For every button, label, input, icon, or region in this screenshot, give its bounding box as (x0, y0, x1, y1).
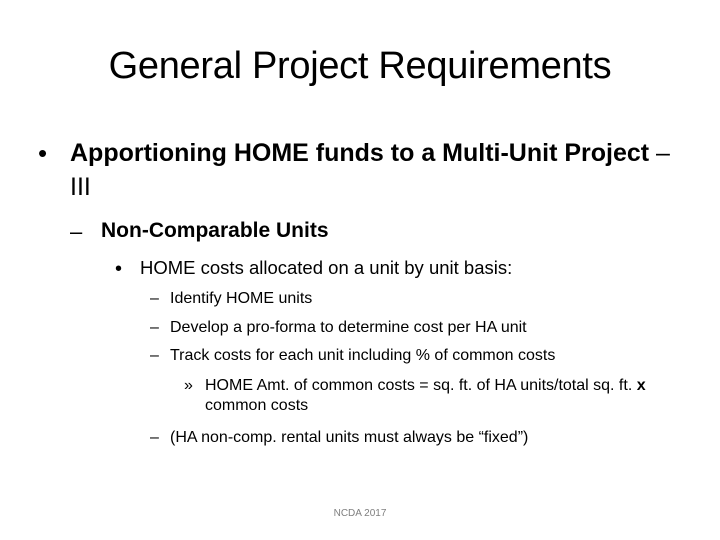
bullet-text-level4: Identify HOME units (170, 290, 313, 307)
bullet-marker: • (38, 138, 48, 168)
slide-footer: NCDA 2017 (333, 508, 387, 519)
bullet-text-level4: (HA non-comp. rental units must always be “fixed”) (170, 429, 529, 446)
bullet-text-level1 (70, 136, 670, 204)
bullet-text-level5 (205, 376, 685, 416)
dash-marker: – (150, 429, 159, 446)
bullet-text-normal: – III (70, 139, 670, 201)
bullet-text-level2: Non-Comparable Units (101, 219, 329, 242)
bullet-marker: • (115, 258, 123, 280)
bullet-text-level3: HOME costs allocated on a unit by unit basis: (140, 257, 513, 278)
bullet-text-level4: Track costs for each unit including % of common costs (170, 347, 556, 364)
formula-multiply: x (636, 377, 646, 394)
dash-marker: – (150, 319, 159, 336)
formula-text-start: HOME Amt. of common costs = sq. ft. of HA units/total sq. ft. (205, 377, 637, 394)
dash-marker: – (150, 347, 159, 364)
bullet-text-level4: Develop a pro-forma to determine cost per HA unit (170, 319, 527, 336)
dash-marker: – (70, 219, 83, 244)
bullet-text-bold: Apportioning HOME funds to a Multi-Unit Project (70, 139, 650, 167)
formula-text-end: common costs (205, 397, 309, 414)
slide-title: General Project Requirements (108, 45, 612, 87)
raquo-marker: » (184, 377, 193, 394)
dash-marker: – (150, 290, 159, 307)
